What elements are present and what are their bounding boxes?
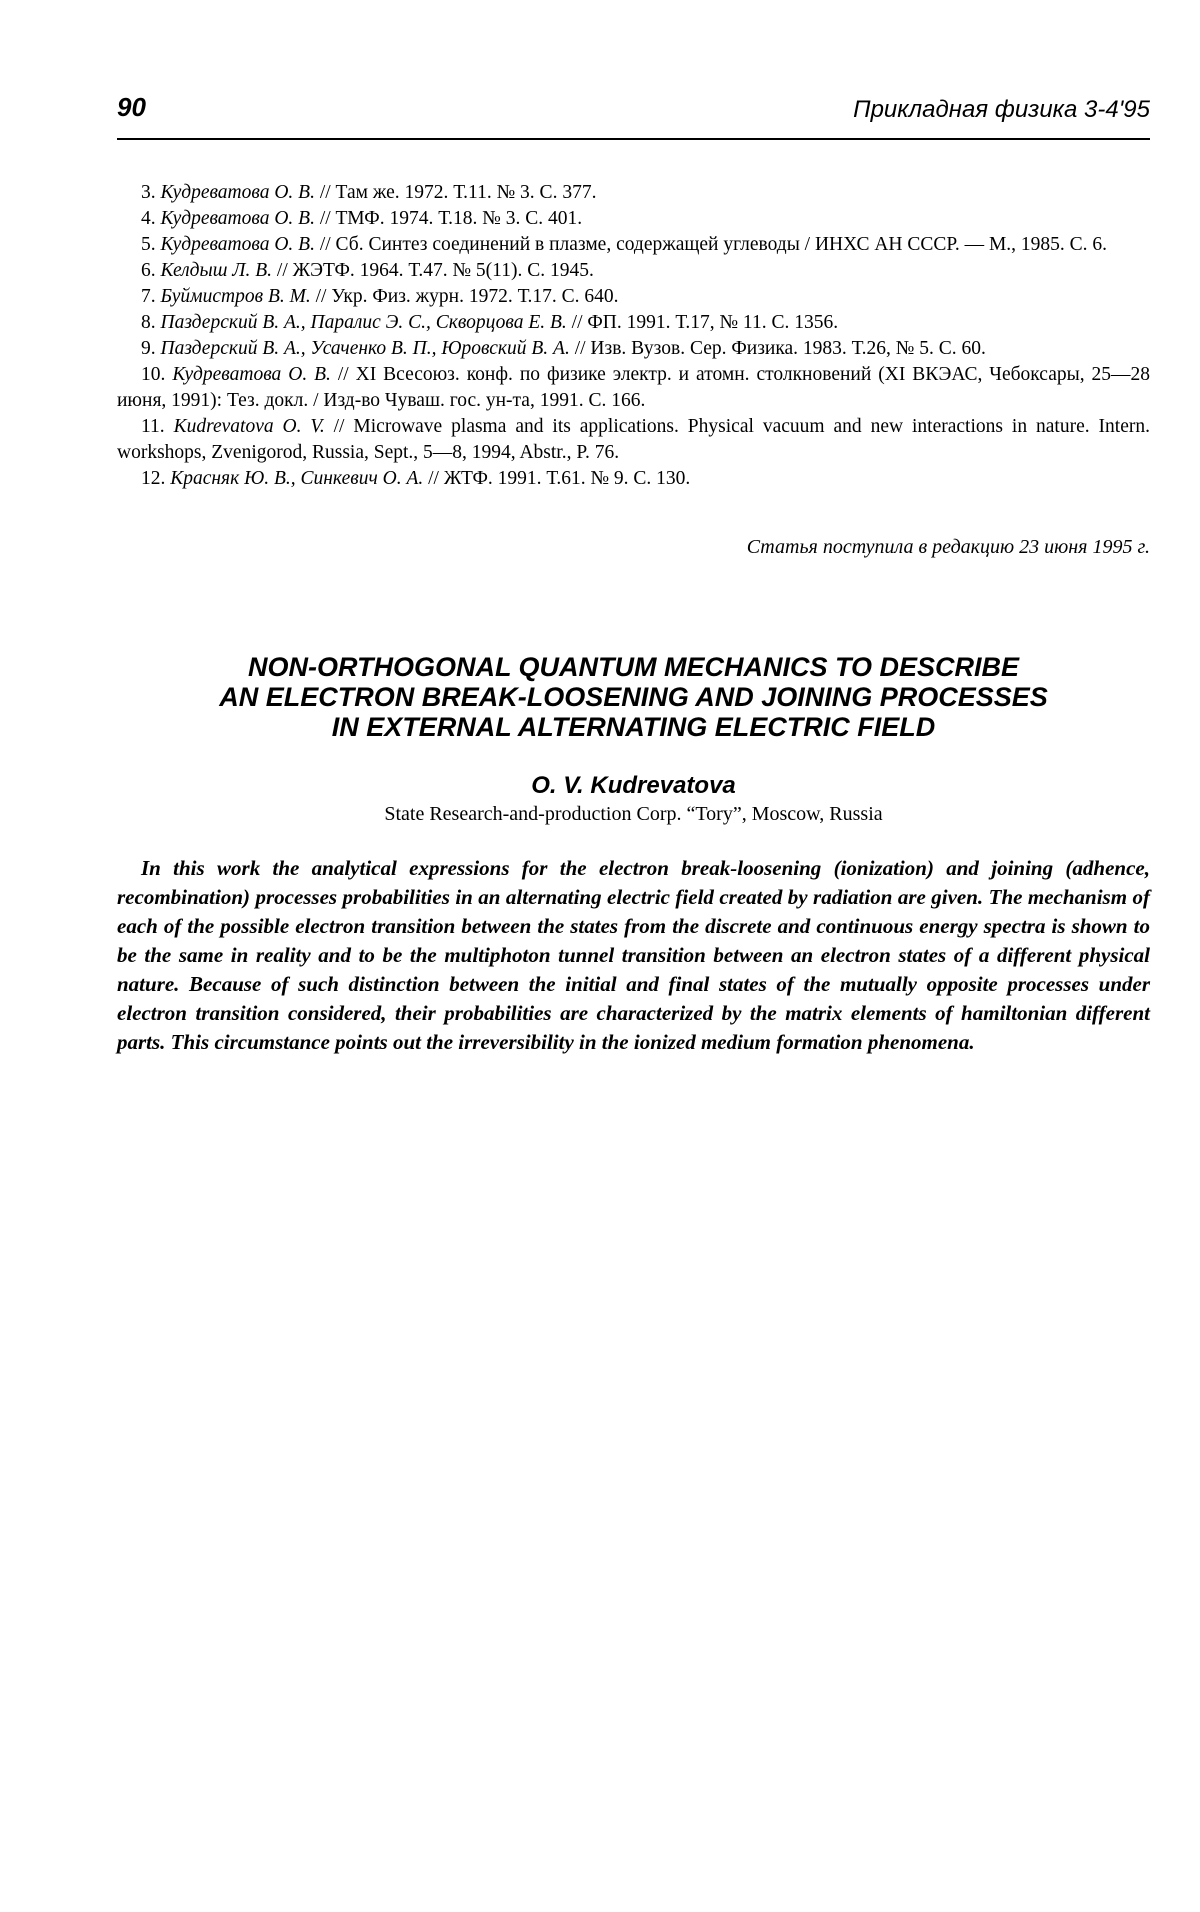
reference-list xyxy=(117,180,1150,492)
page-header xyxy=(117,92,1150,140)
reference-item: 7. Буймистров В. М. // Укр. Физ. журн. 1972. Т.17. С. 640. xyxy=(141,286,619,307)
reference-item: 5. Кудреватова О. В. // Сб. Синтез соединений в плазме, содержащей углеводы / ИНХС АН СССР. — М., 1985. С. 6. xyxy=(141,234,1108,255)
article-title xyxy=(117,652,1150,742)
article-author: O. V. Kudrevatova xyxy=(531,772,736,799)
received-note: Статья поступила в редакцию 23 июня 1995 г. xyxy=(746,536,1150,558)
reference-item: 4. Кудреватова О. В. // ТМФ. 1974. Т.18. № 3. С. 401. xyxy=(141,208,583,229)
page-number: 90 xyxy=(117,92,146,122)
abstract: In this work the analytical expressions for the electron break-loosening (ionization) and joining (adhence, recombination) processes probabilities in an alternating electric field created by radiation are given. The mechanism of each of the possible electron transition between the states from the discrete and continuous energy spectra is shown to be the same in reality and to be the multiphoton tunnel transition between an electron states of a different physical nature. Because of such distinction between the initial and final states of the mutually opposite processes under electron transition considered, their probabilities are characterized by the matrix elements of hamiltonian different parts. This circumstance points out the irreversibility in the ionized medium formation phenomena. xyxy=(117,856,1150,1054)
journal-running-title: Прикладная физика 3-4'95 xyxy=(853,96,1150,123)
title-line: IN EXTERNAL ALTERNATING ELECTRIC FIELD xyxy=(331,712,936,742)
reference-item: 3. Кудреватова О. В. // Там же. 1972. Т.11. № 3. С. 377. xyxy=(141,182,597,203)
reference-item: 8. Паздерский В. А., Паралис Э. С., Скворцова Е. В. // ФП. 1991. Т.17, № 11. С. 1356. xyxy=(141,312,839,333)
title-line: AN ELECTRON BREAK-LOOSENING AND JOINING PROCESSES xyxy=(219,682,1048,712)
title-line: NON-ORTHOGONAL QUANTUM MECHANICS TO DESCRIBE xyxy=(247,652,1020,682)
reference-item: 9. Паздерский В. А., Усаченко В. П., Юровский В. А. // Изв. Вузов. Сер. Физика. 1983. Т.26, № 5. С. 60. xyxy=(141,338,986,359)
reference-item: 10. Кудреватова О. В. // XI Всесоюз. конф. по физике электр. и атомн. столкновений (XI ВКЭАС, Чебоксары, 25—28 июня, 1991): Тез. докл. / Изд-во Чуваш. гос. ун-та, 1991. С. 166. xyxy=(117,364,1151,411)
author-affiliation: State Research-and-production Corp. “Tory”, Moscow, Russia xyxy=(384,803,883,825)
reference-item: 12. Красняк Ю. В., Синкевич О. А. // ЖТФ. 1991. Т.61. № 9. С. 130. xyxy=(141,468,691,489)
reference-item: 11. Kudrevatova O. V. // Microwave plasma and its applications. Physical vacuum and new interactions in nature. Intern. workshops, Zvenigorod, Russia, Sept., 5—8, 1994, Abstr., P. 76. xyxy=(117,416,1150,463)
reference-item: 6. Келдыш Л. В. // ЖЭТФ. 1964. Т.47. № 5(11). С. 1945. xyxy=(141,260,594,281)
